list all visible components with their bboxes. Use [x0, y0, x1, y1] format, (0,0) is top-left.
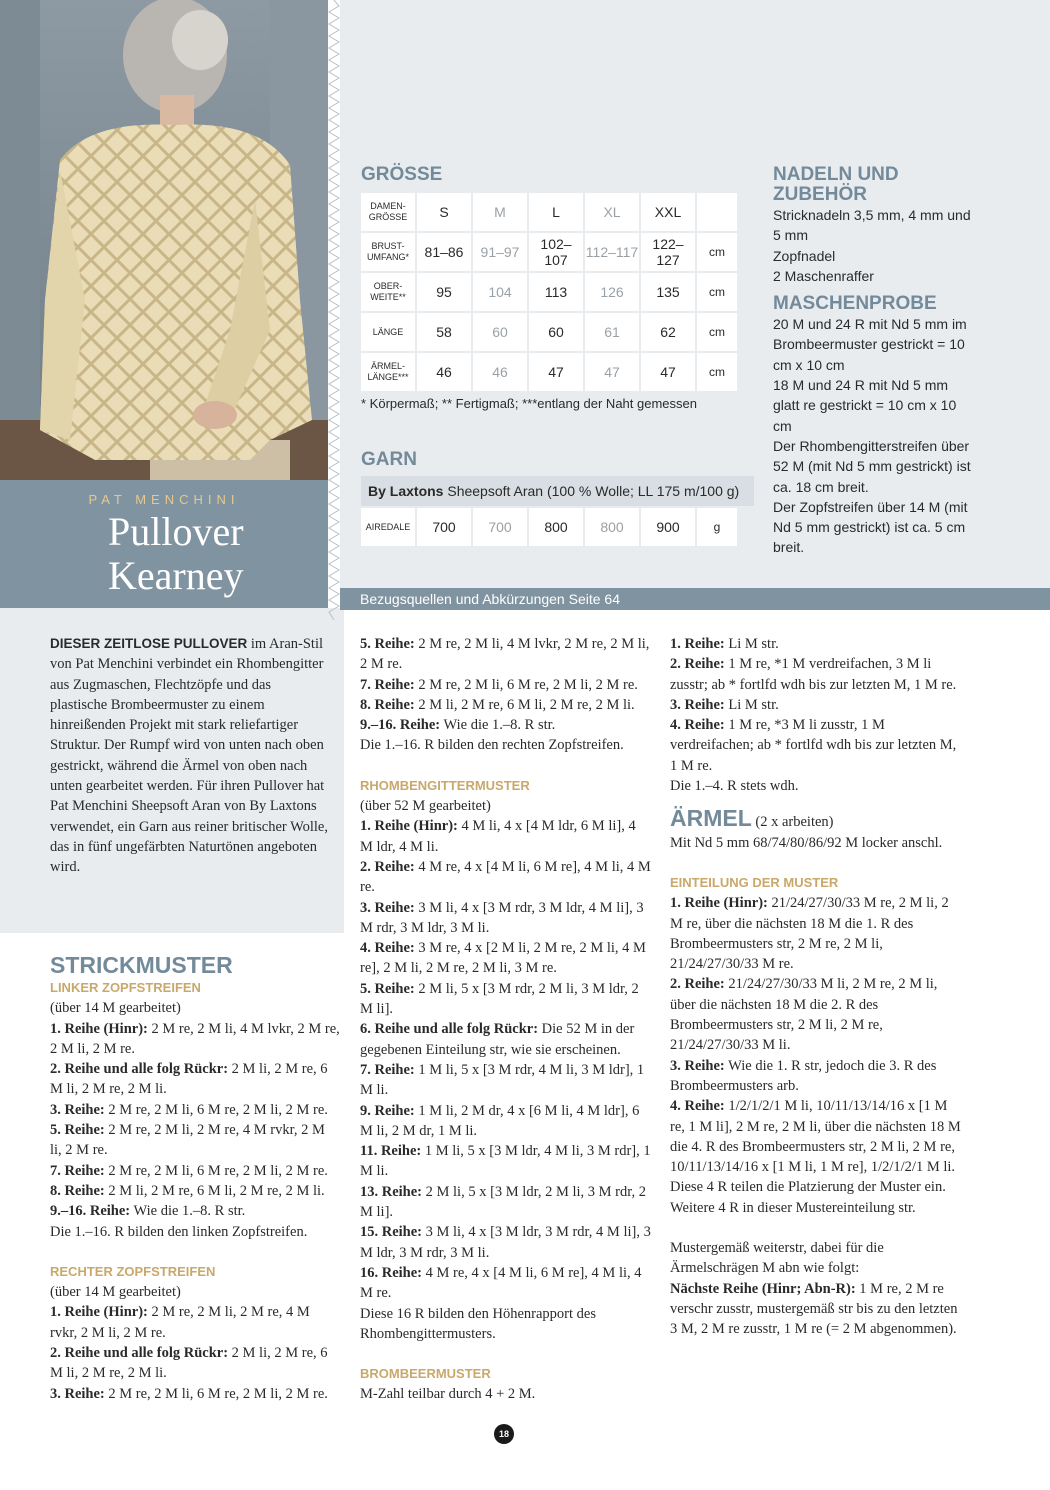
aermel-heading-line: [670, 805, 962, 832]
sources-bar: Bezugsquellen und Abkürzungen Seite 64: [340, 588, 1050, 610]
pattern-row: [50, 1302, 340, 1343]
size-row: [361, 313, 737, 351]
row-text: Li M str.: [724, 636, 779, 652]
size-cell: M: [473, 193, 527, 231]
row-text: 1 M re, *3 M li zusstr, 1 M verdreifachen; ab * fortlfd wdh bis zur letzten M, 1 M re.: [670, 717, 957, 774]
gauge-list: [773, 314, 978, 558]
yarn-amount: 700: [473, 508, 527, 546]
aermel-intro: Mit Nd 5 mm 68/74/80/86/92 M locker anschl.: [670, 834, 943, 851]
row-text: 1 M li, 5 x [3 M rdr, 4 M li, 3 M ldr], 1 M li.: [360, 1061, 645, 1099]
section-summary: Die 1.–16. R bilden den rechten Zopfstreifen.: [360, 737, 624, 754]
row-label: 2. Reihe und alle folg Rückr:: [50, 1345, 229, 1362]
row-text: 1 M li, 5 x [3 M ldr, 4 M li, 3 M rdr], 1 M li.: [360, 1143, 651, 1180]
size-row: [361, 273, 737, 311]
section-sub: (über 14 M gearbeitet): [50, 1000, 181, 1017]
pattern-row: [360, 979, 652, 1020]
row-label: 4. Reihe:: [670, 717, 725, 734]
yarn-amount: 700: [417, 508, 471, 546]
row-label: 1. Reihe (Hinr):: [670, 895, 768, 912]
strickmuster-heading: STRICKMUSTER: [50, 952, 233, 978]
size-table: [359, 191, 739, 393]
model-photo: [0, 0, 328, 480]
pattern-row: [360, 1141, 652, 1182]
size-cell: 46: [417, 353, 471, 391]
row-label: 1. Reihe (Hinr):: [50, 1304, 148, 1321]
row-label: 1. Reihe:: [670, 636, 725, 652]
size-row-label: OBER-WEITE**: [361, 273, 415, 311]
aermel-note: (2 x arbeiten): [751, 814, 834, 831]
size-cell: 135: [641, 273, 695, 311]
zigzag-divider: [326, 0, 342, 620]
pattern-row: [360, 1101, 652, 1142]
pattern-row: [670, 1096, 962, 1177]
yarn-amount: 800: [585, 508, 639, 546]
brombeermuster-rows: [670, 634, 962, 796]
row-label: 5. Reihe:: [50, 1122, 105, 1139]
size-cell: 126: [585, 273, 639, 311]
yarn-brand: By Laxtons: [368, 483, 444, 499]
section-summary: Die 1.–16. R bilden den linken Zopfstreifen.: [50, 1223, 308, 1240]
needles-line: Stricknadeln 3,5 mm, 4 mm und 5 mm: [773, 207, 971, 244]
row-text: 3 M li, 4 x [3 M rdr, 3 M ldr, 4 M li], 3 M rdr, 3 M ldr, 3 M li.: [360, 899, 644, 936]
yarn-color-label: AIREDALE: [361, 508, 415, 546]
strickmuster-column: [50, 952, 340, 1404]
section-sub: (über 52 M gearbeitet): [360, 798, 491, 815]
row-text: 2 M re, 2 M li, 6 M re, 2 M li, 2 M re.: [104, 1385, 328, 1402]
size-cell: 95: [417, 273, 471, 311]
aermel-last-text: 1 M re, 2 M re verschr zusstr, mustergemäß str bis zu den letzten 3 M, 2 M re zusstr, 1 M re (= 2 M abgenommen).: [670, 1280, 958, 1338]
row-text: 2 M li, 2 M re, 6 M li, 2 M re, 2 M li.: [50, 1061, 328, 1098]
rechter-zopfstreifen-continued: [360, 634, 652, 756]
aermel-rows: [670, 893, 962, 1177]
row-text: 2 M li, 2 M re, 6 M li, 2 M re, 2 M li.: [414, 696, 635, 713]
gauge-line: Der Zopfstreifen über 14 M (mit Nd 5 mm gestrickt) ist ca. 5 cm breit.: [773, 498, 968, 556]
size-row-label: LÄNGE: [361, 313, 415, 351]
row-text: Wie die 1. R str, jedoch die 3. R des Brombeermusters arb.: [670, 1057, 937, 1094]
row-text: 2 M re, 2 M li, 4 M lvkr, 2 M re, 2 M li, 2 M re.: [50, 1020, 340, 1057]
yarn-unit: g: [697, 508, 737, 546]
pattern-row: [360, 1263, 652, 1304]
row-label: 16. Reihe:: [360, 1264, 423, 1281]
row-text: 2 M li, 2 M re, 6 M li, 2 M re, 2 M li.: [104, 1182, 325, 1199]
title-line-1: Pullover: [108, 509, 244, 554]
page-number: 18: [494, 1424, 514, 1444]
materials-column: [773, 165, 978, 558]
row-text: 2 M re, 2 M li, 2 M re, 4 M rvkr, 2 M li, 2 M re.: [50, 1122, 325, 1159]
size-row: [361, 233, 737, 271]
linker-zopfstreifen: [50, 978, 340, 1242]
size-cell: 112–117: [585, 233, 639, 271]
size-row-label: ÄRMEL-LÄNGE***: [361, 353, 415, 391]
size-cell: 81–86: [417, 233, 471, 271]
intro-body: im Aran-Stil von Pat Menchini verbindet ein Rhombengitter aus Zugmaschen, Flechtzöpfe und das plastische Brombeermuster zu einem hinreißenden Projekt mit stark reliefartiger Struktur. Der Rumpf wird von unten nach oben gestrickt, während die Ärmel von oben nach unten gearbeitet werden. Für ihren Pullover hat Pat Menchini Sheepsoft Aran von By Laxtons verwendet, ein Garn aus reiner britischer Wolle, das in fünf ungefärbten Naturtönen angeboten wird.: [50, 636, 328, 876]
row-text: 3 M li, 4 x [3 M ldr, 3 M rdr, 4 M li], 3 M ldr, 3 M rdr, 3 M li.: [360, 1224, 651, 1261]
size-cell: 47: [641, 353, 695, 391]
row-label: 9. Reihe:: [360, 1102, 415, 1119]
pattern-row: [360, 1222, 652, 1263]
row-label: 1. Reihe (Hinr):: [50, 1020, 148, 1037]
row-text: 1 M li, 2 M dr, 4 x [6 M li, 4 M ldr], 6 M li, 2 M dr, 1 M li.: [360, 1102, 640, 1139]
aermel-p2: Mustergemäß weiterstr, dabei für die Ärmelschrägen M abn wie folgt:: [670, 1240, 884, 1277]
size-row-label: BRUST-UMFANG*: [361, 233, 415, 271]
pattern-row: [50, 1201, 340, 1221]
size-cell: 61: [585, 313, 639, 351]
pattern-row: [50, 1059, 340, 1100]
pattern-row: [50, 1019, 340, 1060]
size-cell: 47: [529, 353, 583, 391]
yarn-amount: 800: [529, 508, 583, 546]
pattern-row: [50, 1343, 340, 1384]
row-text: 2 M re, 2 M li, 2 M re, 4 M rvkr, 2 M li, 2 M re.: [50, 1304, 310, 1341]
pattern-row: [360, 857, 652, 898]
designer-name: PAT MENCHINI: [88, 492, 240, 507]
aermel-heading: ÄRMEL: [670, 805, 752, 832]
aermel-last-label: Nächste Reihe (Hinr; Abn-R):: [670, 1280, 856, 1297]
gauge-line: 18 M und 24 R mit Nd 5 mm glatt re gestrickt = 10 cm x 10 cm: [773, 377, 957, 434]
size-cell: 47: [585, 353, 639, 391]
gauge-line: 20 M und 24 R mit Nd 5 mm im Brombeermuster gestrickt = 10 cm x 10 cm: [773, 316, 967, 373]
pattern-row: [360, 1019, 652, 1060]
row-label: 8. Reihe:: [360, 696, 415, 713]
size-cell: 60: [529, 313, 583, 351]
size-heading: GRÖSSE: [361, 164, 443, 185]
pattern-row: [670, 654, 962, 695]
pattern-row: [360, 816, 652, 857]
row-text: 2 M re, 2 M li, 4 M lvkr, 2 M re, 2 M li, 2 M re.: [360, 636, 650, 673]
pattern-row: [360, 715, 652, 735]
size-cell: 46: [473, 353, 527, 391]
middle-column: [360, 634, 652, 1405]
row-label: 1. Reihe (Hinr):: [360, 818, 458, 835]
row-label: 15. Reihe:: [360, 1224, 423, 1241]
row-text: 2 M li, 5 x [3 M ldr, 2 M li, 3 M rdr, 2 M li].: [360, 1183, 647, 1221]
yarn-description: [361, 476, 754, 506]
row-text: 2 M re, 2 M li, 6 M re, 2 M li, 2 M re.: [104, 1162, 328, 1179]
pattern-row: [50, 1384, 340, 1404]
row-label: 8. Reihe:: [50, 1182, 105, 1199]
size-unit: cm: [697, 273, 737, 311]
row-text: 2 M li, 2 M re, 6 M li, 2 M re, 2 M li.: [50, 1345, 328, 1382]
section-heading: LINKER ZOPFSTREIFEN: [50, 980, 201, 995]
size-cell: 58: [417, 313, 471, 351]
size-cell: XXL: [641, 193, 695, 231]
row-label: 3. Reihe:: [670, 696, 725, 713]
row-label: 3. Reihe:: [50, 1385, 105, 1402]
row-label: 7. Reihe:: [50, 1162, 105, 1179]
pattern-row: [360, 695, 652, 715]
pattern-row: [360, 1182, 652, 1223]
row-label: 11. Reihe:: [360, 1143, 422, 1160]
pattern-row: [50, 1100, 340, 1120]
gauge-heading: MASCHENPROBE: [773, 293, 937, 315]
needles-list: [773, 205, 978, 286]
einteilung-heading: EINTEILUNG DER MUSTER: [670, 874, 839, 890]
row-text: Wie die 1.–8. R str.: [440, 717, 556, 734]
row-label: 9.–16. Reihe:: [360, 717, 441, 734]
pattern-row: [50, 1181, 340, 1201]
needles-heading: NADELN UND ZUBEHÖR: [773, 164, 899, 205]
size-footnote: * Körpermaß; ** Fertigmaß; ***entlang der Naht gemessen: [361, 396, 697, 411]
pattern-row: [360, 1060, 652, 1101]
right-column: [670, 634, 962, 1340]
pattern-row: [670, 974, 962, 1055]
row-label: 5. Reihe:: [360, 636, 415, 652]
size-unit: [697, 193, 737, 231]
section-sub: M-Zahl teilbar durch 4 + 2 M.: [360, 1386, 536, 1403]
row-label: 7. Reihe:: [360, 676, 415, 693]
row-text: 21/24/27/30/33 M li, 2 M re, 2 M li, über die nächsten 18 M die 2. R des Brombeermusters str, 2 M li, 2 M re, 21/24/27/30/33 M li.: [670, 976, 938, 1054]
brombeermuster: [360, 1364, 652, 1405]
row-label: 4. Reihe:: [670, 1098, 725, 1115]
row-text: 4 M li, 4 x [4 M ldr, 6 M li], 4 M ldr, 4 M li.: [360, 818, 636, 855]
size-row: [361, 193, 737, 231]
pattern-row: [360, 675, 652, 695]
size-cell: 104: [473, 273, 527, 311]
row-text: 4 M re, 4 x [4 M li, 6 M re], 4 M li, 4 M re.: [360, 858, 651, 896]
yarn-text: Sheepsoft Aran (100 % Wolle; LL 175 m/100 g): [443, 483, 740, 499]
pattern-row: [670, 893, 962, 974]
needles-line: 2 Maschenraffer: [773, 267, 874, 284]
yarn-row: [361, 508, 737, 546]
row-text: 4 M re, 4 x [4 M li, 6 M re], 4 M li, 4 M re.: [360, 1264, 642, 1302]
size-unit: cm: [697, 353, 737, 391]
size-cell: 122–127: [641, 233, 695, 271]
pattern-row: [50, 1161, 340, 1181]
gauge-line: Der Rhombengitterstreifen über 52 M (mit Nd 5 mm gestrickt) ist ca. 18 cm breit.: [773, 437, 971, 495]
row-text: Li M str.: [724, 696, 779, 713]
row-label: 2. Reihe:: [360, 858, 415, 875]
size-row: [361, 353, 737, 391]
row-label: 3. Reihe:: [670, 1057, 725, 1074]
title-line-2: Kearney: [108, 553, 244, 598]
row-label: 5. Reihe:: [360, 980, 415, 997]
row-label: 2. Reihe:: [670, 656, 725, 673]
row-text: Wie die 1.–8. R str.: [130, 1203, 246, 1220]
aermel-last: [670, 1279, 962, 1340]
intro-text: [50, 634, 330, 878]
row-label: 6. Reihe und alle folg Rückr:: [360, 1021, 539, 1038]
section-sub: (über 14 M gearbeitet): [50, 1284, 181, 1301]
row-label: 13. Reihe:: [360, 1183, 423, 1200]
rechter-zopfstreifen: [50, 1262, 340, 1404]
row-text: 1 M re, *1 M verdreifachen, 3 M li zusstr; ab * fortlfd wdh bis zur letzten M, 1 M re.: [670, 656, 957, 693]
section-summary: Die 1.–4. R stets wdh.: [670, 778, 799, 795]
size-cell: XL: [585, 193, 639, 231]
row-label: 2. Reihe:: [670, 976, 725, 993]
row-label: 9.–16. Reihe:: [50, 1203, 131, 1220]
row-text: 2 M re, 2 M li, 6 M re, 2 M li, 2 M re.: [104, 1101, 328, 1118]
row-label: 2. Reihe und alle folg Rückr:: [50, 1061, 229, 1078]
pattern-row: [360, 938, 652, 979]
pattern-row: [670, 715, 962, 776]
section-heading: RECHTER ZOPFSTREIFEN: [50, 1263, 216, 1279]
intro-lead: DIESER ZEITLOSE PULLOVER: [50, 636, 248, 651]
size-unit: cm: [697, 313, 737, 351]
size-row-label: DAMEN-GRÖSSE: [361, 193, 415, 231]
row-label: 7. Reihe:: [360, 1061, 415, 1078]
pattern-title: [108, 510, 244, 598]
pattern-row: [670, 634, 962, 654]
row-text: 3 M re, 4 x [2 M li, 2 M re, 2 M li, 4 M re], 2 M li, 2 M re, 2 M li, 3 M re.: [360, 940, 646, 977]
rhombengittermuster: [360, 776, 652, 1344]
yarn-table: [359, 506, 739, 548]
size-unit: cm: [697, 233, 737, 271]
pattern-row: [670, 695, 962, 715]
row-label: 4. Reihe:: [360, 940, 415, 957]
size-cell: 113: [529, 273, 583, 311]
section-heading: RHOMBENGITTERMUSTER: [360, 777, 530, 793]
row-text: 2 M re, 2 M li, 6 M re, 2 M li, 2 M re.: [414, 676, 638, 693]
row-text: 1/2/1/2/1 M li, 10/11/13/14/16 x [1 M re, 1 M li], 2 M re, 2 M li, über die nächsten 18 M die 4. R des Brombeermusters str, 2 M li, 2 M re, 10/11/13/14/16 x [1 M li, 1 M re], 1/2/1/2/1 M li.: [670, 1098, 961, 1176]
yarn-heading: GARN: [361, 449, 417, 470]
size-cell: 102–107: [529, 233, 583, 271]
pattern-row: [670, 1056, 962, 1097]
size-cell: 60: [473, 313, 527, 351]
size-cell: 91–97: [473, 233, 527, 271]
size-cell: L: [529, 193, 583, 231]
size-cell: S: [417, 193, 471, 231]
pattern-row: [50, 1120, 340, 1161]
yarn-amount: 900: [641, 508, 695, 546]
pattern-row: [360, 898, 652, 939]
row-text: 2 M li, 5 x [3 M rdr, 2 M li, 3 M ldr, 2 M li].: [360, 980, 639, 1018]
aermel-p1: Diese 4 R teilen die Platzierung der Muster ein. Weitere 4 R in dieser Mustereinteilung str.: [670, 1179, 946, 1216]
section-heading: BROMBEERMUSTER: [360, 1366, 491, 1382]
row-label: 3. Reihe:: [360, 899, 415, 916]
row-text: 21/24/27/30/33 M re, 2 M li, 2 M re, über die nächsten 18 M die 1. R des Brombeermusters str, 2 M re, 2 M li, 21/24/27/30/33 M re.: [670, 895, 949, 973]
row-label: 3. Reihe:: [50, 1101, 105, 1118]
intro-column: [50, 634, 330, 878]
needles-line: Zopfnadel: [773, 247, 836, 264]
pattern-row: [360, 634, 652, 675]
size-cell: 62: [641, 313, 695, 351]
row-text: Die 52 M in der gegebenen Einteilung str, wie sie erscheinen.: [360, 1021, 635, 1058]
section-summary: Diese 16 R bilden den Höhenrapport des Rhombengittermusters.: [360, 1305, 596, 1342]
